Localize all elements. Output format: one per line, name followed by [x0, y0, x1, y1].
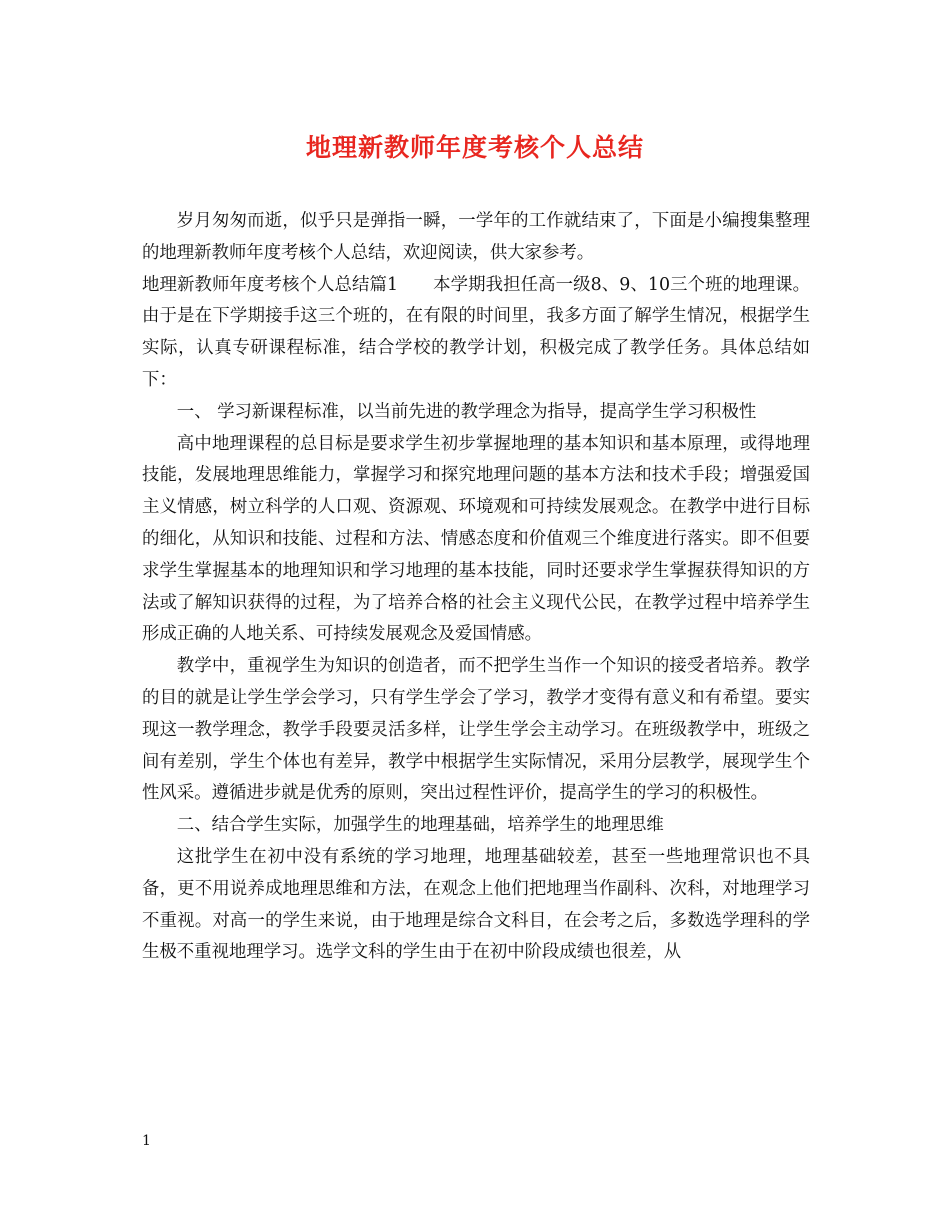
- paragraph-student-background: 这批学生在初中没有系统的学习地理，地理基础较差，甚至一些地理常识也不具备，更不用说养成地理思维和方法，在观念上他们把地理当作副科、次科，对地理学习不重视。对高一的学生来说，由于地理是综合文科目，在会考之后，多数选学理科的学生极不重视地理学习。选学文科的学生由于在初中阶段成绩也很差，从: [142, 846, 810, 963]
- section-heading-one: 一、 学习新课程标准，以当前先进的教学理念为指导，提高学生学习积极性: [176, 401, 757, 422]
- paragraph-intro: 岁月匆匆而逝，似乎只是弹指一瞬，一学年的工作就结束了，下面是小编搜集整理的地理新教师年度考核个人总结，欢迎阅读，供大家参考。: [142, 211, 810, 263]
- document-title: 地理新教师年度考核个人总结: [305, 133, 644, 162]
- section-heading-two: 二、结合学生实际，加强学生的地理基础，培养学生的地理思维: [176, 815, 664, 836]
- document-body: [142, 206, 810, 969]
- paragraph-teaching-approach: 教学中，重视学生为知识的创造者，而不把学生当作一个知识的接受者培养。教学的目的就是让学生学会学习，只有学生学会了学习，教学才变得有意义和有希望。要实现这一教学理念，教学手段要灵活多样，让学生学会主动学习。在班级教学中，班级之间有差别，学生个体也有差异，教学中根据学生实际情况，采用分层教学，展现学生个性风采。遵循进步就是优秀的原则，突出过程性评价，提高学生的学习的积极性。: [142, 656, 810, 804]
- paragraph-curriculum-goals: 高中地理课程的总目标是要求学生初步掌握地理的基本知识和基本原理，或得地理技能，发展地理思维能力，掌握学习和探究地理问题的基本方法和技术手段；增强爱国主义情感，树立科学的人口观、资源观、环境观和可持续发展观念。在教学中进行目标的细化，从知识和技能、过程和方法、情感态度和价值观三个维度进行落实。即不但要求学生掌握基本的地理知识和学习地理的基本技能，同时还要求学生掌握获得知识的方法或了解知识获得的过程，为了培养合格的社会主义现代公民，在教学过程中培养学生形成正确的人地关系、可持续发展观念及爱国情感。: [142, 433, 810, 645]
- paragraph-summary-start: 地理新教师年度考核个人总结篇1 本学期我担任高一级8、9、10三个班的地理课。由于是在下学期接手这三个班的，在有限的时间里，我多方面了解学生情况，根据学生实际，认真专研课程标准，结合学校的教学计划，积极完成了教学任务。具体总结如下：: [142, 274, 810, 390]
- page-number: 1: [142, 1133, 151, 1149]
